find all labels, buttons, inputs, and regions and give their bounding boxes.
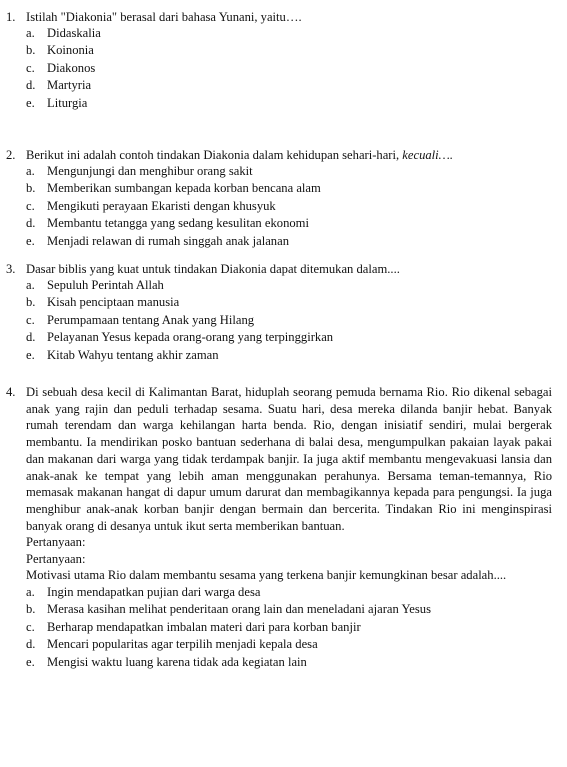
question-stem [26, 147, 552, 163]
option-e [6, 233, 552, 250]
option-letter: a. [26, 585, 35, 600]
option-c [6, 619, 552, 636]
option-d [6, 636, 552, 653]
question-stem-line [6, 384, 552, 534]
question-stem: Istilah "Diakonia" berasal dari bahasa Yunani, yaitu…. [26, 10, 302, 24]
option-a [6, 584, 552, 601]
option-b [6, 180, 552, 197]
option-letter: b. [26, 43, 36, 58]
option-text: Diakonos [47, 60, 96, 75]
option-letter: b. [26, 295, 36, 310]
option-b [6, 294, 552, 311]
option-letter: b. [26, 181, 36, 196]
option-letter: a. [26, 26, 35, 40]
option-text: Mencari popularitas agar terpilih menjadi kepala desa [47, 637, 318, 652]
option-c [6, 198, 552, 215]
options-list [6, 25, 552, 112]
question-stem-line [6, 261, 552, 277]
option-letter: c. [26, 619, 35, 634]
option-letter: b. [26, 602, 36, 617]
option-text: Didaskalia [47, 26, 101, 40]
option-b [6, 601, 552, 618]
option-a [6, 277, 552, 294]
question-number: 3. [6, 262, 16, 276]
option-d [6, 215, 552, 232]
question-number: 2. [6, 148, 16, 162]
question-2 [6, 147, 552, 250]
question-stem-line [6, 147, 552, 163]
option-text: Perumpamaan tentang Anak yang Hilang [47, 312, 255, 327]
question-text: Motivasi utama Rio dalam membantu sesama yang terkena banjir kemungkinan besar adalah.... [26, 568, 507, 583]
option-text: Mengisi waktu luang karena tidak ada kegiatan lain [47, 654, 307, 669]
option-c [6, 312, 552, 329]
option-text: Pelayanan Yesus kepada orang-orang yang terpinggirkan [47, 330, 334, 345]
option-a [6, 163, 552, 180]
pertanyaan-label: Pertanyaan: [26, 535, 86, 550]
option-letter: a. [26, 278, 35, 292]
option-letter: e. [26, 654, 35, 669]
option-letter: c. [26, 60, 35, 75]
option-text: Kisah penciptaan manusia [47, 295, 180, 310]
question-stem-main: Berikut ini adalah contoh tindakan Diakonia dalam kehidupan sehari-hari, [26, 148, 403, 162]
option-text: Martyria [47, 78, 92, 93]
option-text: Koinonia [47, 43, 94, 58]
option-text: Ingin mendapatkan pujian dari warga desa [47, 585, 261, 600]
option-letter: c. [26, 312, 35, 327]
question-number: 4. [6, 385, 16, 399]
option-e [6, 347, 552, 364]
question-1 [6, 9, 552, 112]
question-4 [6, 384, 552, 671]
question-number: 1. [6, 10, 16, 24]
option-text: Menjadi relawan di rumah singgah anak jalanan [47, 233, 289, 248]
option-text: Mengikuti perayaan Ekaristi dengan khusyuk [47, 198, 276, 213]
options-list [6, 163, 552, 250]
option-text: Kitab Wahyu tentang akhir zaman [47, 347, 219, 362]
option-text: Liturgia [47, 95, 88, 110]
option-letter: d. [26, 78, 36, 93]
option-e [6, 654, 552, 671]
option-letter: d. [26, 330, 36, 345]
option-letter: e. [26, 233, 35, 248]
option-letter: c. [26, 198, 35, 213]
option-letter: e. [26, 95, 35, 110]
option-d [6, 329, 552, 346]
option-text: Mengunjungi dan menghibur orang sakit [47, 164, 253, 178]
option-e [6, 95, 552, 112]
options-list [6, 277, 552, 364]
options-list [6, 584, 552, 671]
question-3 [6, 261, 552, 364]
option-letter: d. [26, 216, 36, 231]
option-c [6, 60, 552, 77]
question-stem-italic: kecuali…. [402, 148, 454, 162]
option-a [6, 25, 552, 42]
option-text: Memberikan sumbangan kepada korban bencana alam [47, 181, 321, 196]
option-text: Berharap mendapatkan imbalan materi dari para korban banjir [47, 619, 361, 634]
option-letter: e. [26, 347, 35, 362]
question-stem: Dasar biblis yang kuat untuk tindakan Diakonia dapat ditemukan dalam.... [26, 262, 400, 276]
option-letter: d. [26, 637, 36, 652]
option-text: Sepuluh Perintah Allah [47, 278, 164, 292]
option-text: Merasa kasihan melihat penderitaan orang lain dan meneladani ajaran Yesus [47, 602, 431, 617]
option-b [6, 42, 552, 59]
option-letter: a. [26, 164, 35, 178]
option-d [6, 77, 552, 94]
story-paragraph: Di sebuah desa kecil di Kalimantan Barat, hiduplah seorang pemuda bernama Rio. Rio dikenal sebagai anak yang rajin dan peduli terhadap sesama. Suatu hari, desa mereka dilanda banjir hebat. Banyak rumah terendam dan warga kehilangan harta benda. Rio, dengan inisiatif sendiri, mulai bergerak membantu. Ia mendirikan posko bantuan sederhana di balai desa, mengumpulkan pakaian layak pakai dan makanan dari warga yang tidak terdampak banjir. Ia juga aktif membantu mengevakuasi lansia dan anak-anak ke tempat yang lebih aman menggunakan perahunya. Bersama teman-temannya, Rio memasak makanan hangat di dapur umum darurat dan membagikannya kepada para pengungsi. Ia juga menghibur anak-anak korban banjir dengan bermain dan bercerita. Tindakan Rio ini menginspirasi banyak orang di desanya untuk ikut serta memberikan bantuan. [26, 385, 552, 533]
question-stem-line [6, 9, 552, 25]
pertanyaan-label: Pertanyaan: [26, 551, 86, 566]
option-text: Membantu tetangga yang sedang kesulitan ekonomi [47, 216, 309, 231]
